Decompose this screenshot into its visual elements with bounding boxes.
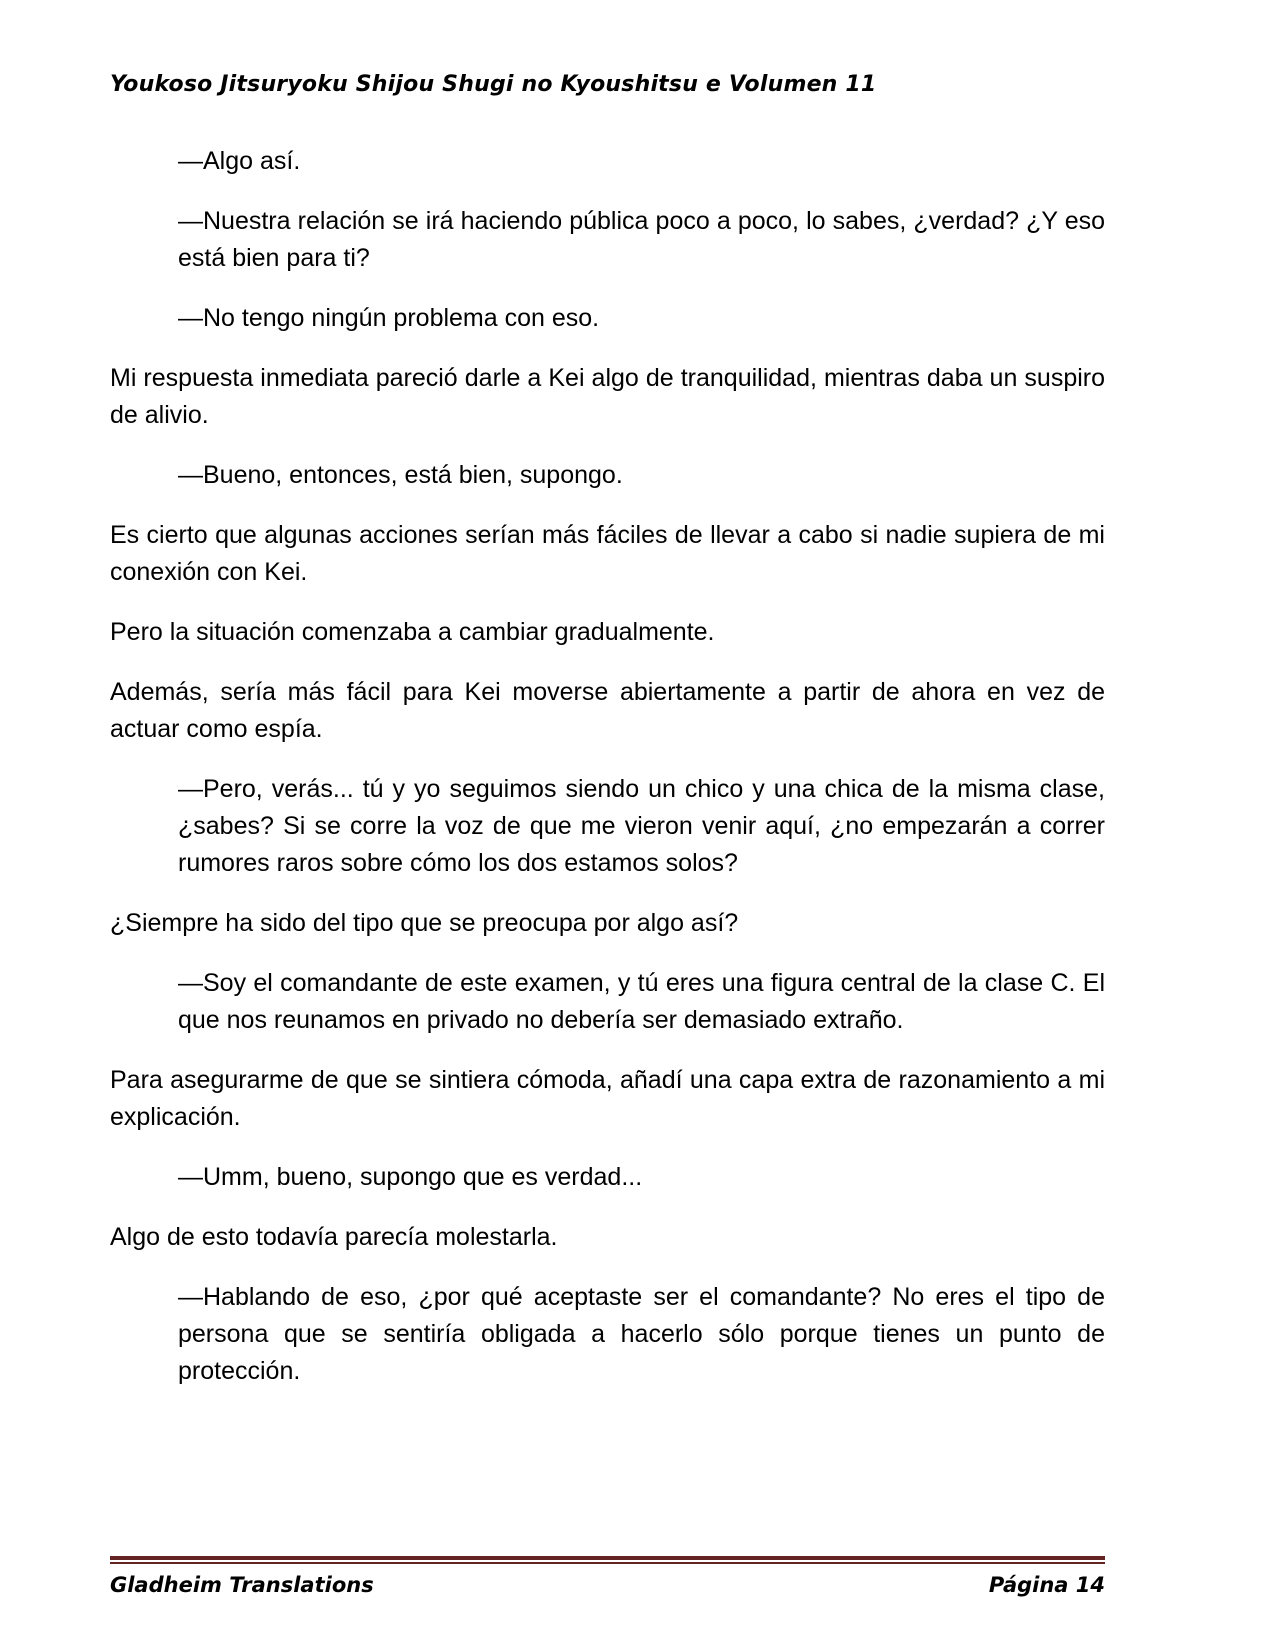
footer-rule — [110, 1556, 1105, 1564]
paragraph: —Hablando de eso, ¿por qué aceptaste ser el comandante? No eres el tipo de persona que se sentiría obligada a hacerlo sólo porque tienes un punto de protección. — [178, 1283, 1105, 1385]
paragraph: Para asegurarme de que se sintiera cómoda, añadí una capa extra de razonamiento a mi explicación. — [110, 1066, 1105, 1131]
paragraph: —Bueno, entonces, está bien, supongo. — [178, 461, 623, 489]
paragraph: —Nuestra relación se irá haciendo pública poco a poco, lo sabes, ¿verdad? ¿Y eso está bien para ti? — [178, 207, 1105, 272]
body-text — [110, 143, 1105, 1390]
paragraph: —Algo así. — [178, 147, 301, 175]
paragraph: —Pero, verás... tú y yo seguimos siendo un chico y una chica de la misma clase, ¿sabes? Si se corre la voz de que me vieron venir aquí, ¿no empezarán a correr rumores raros sobre cómo los dos estamos solos? — [178, 775, 1105, 877]
page-header — [110, 72, 1105, 97]
page-footer — [110, 1556, 1105, 1597]
translator-credit: Gladheim Translations — [110, 1573, 374, 1597]
paragraph: Pero la situación comenzaba a cambiar gradualmente. — [110, 618, 715, 646]
paragraph: Mi respuesta inmediata pareció darle a Kei algo de tranquilidad, mientras daba un suspiro de alivio. — [110, 364, 1105, 429]
page-number: Página 14 — [988, 1573, 1105, 1597]
book-title: Youkoso Jitsuryoku Shijou Shugi no Kyoushitsu e Volumen 11 — [110, 72, 877, 97]
paragraph: Además, sería más fácil para Kei moverse abiertamente a partir de ahora en vez de actuar como espía. — [110, 678, 1105, 743]
paragraph: Algo de esto todavía parecía molestarla. — [110, 1223, 558, 1251]
paragraph: Es cierto que algunas acciones serían más fáciles de llevar a cabo si nadie supiera de mi conexión con Kei. — [110, 521, 1105, 586]
paragraph: —No tengo ningún problema con eso. — [178, 304, 600, 332]
paragraph: —Soy el comandante de este examen, y tú eres una figura central de la clase C. El que nos reunamos en privado no debería ser demasiado extraño. — [178, 969, 1105, 1034]
paragraph: ¿Siempre ha sido del tipo que se preocupa por algo así? — [110, 909, 739, 937]
paragraph: —Umm, bueno, supongo que es verdad... — [178, 1163, 643, 1191]
footer-row — [110, 1573, 1105, 1597]
